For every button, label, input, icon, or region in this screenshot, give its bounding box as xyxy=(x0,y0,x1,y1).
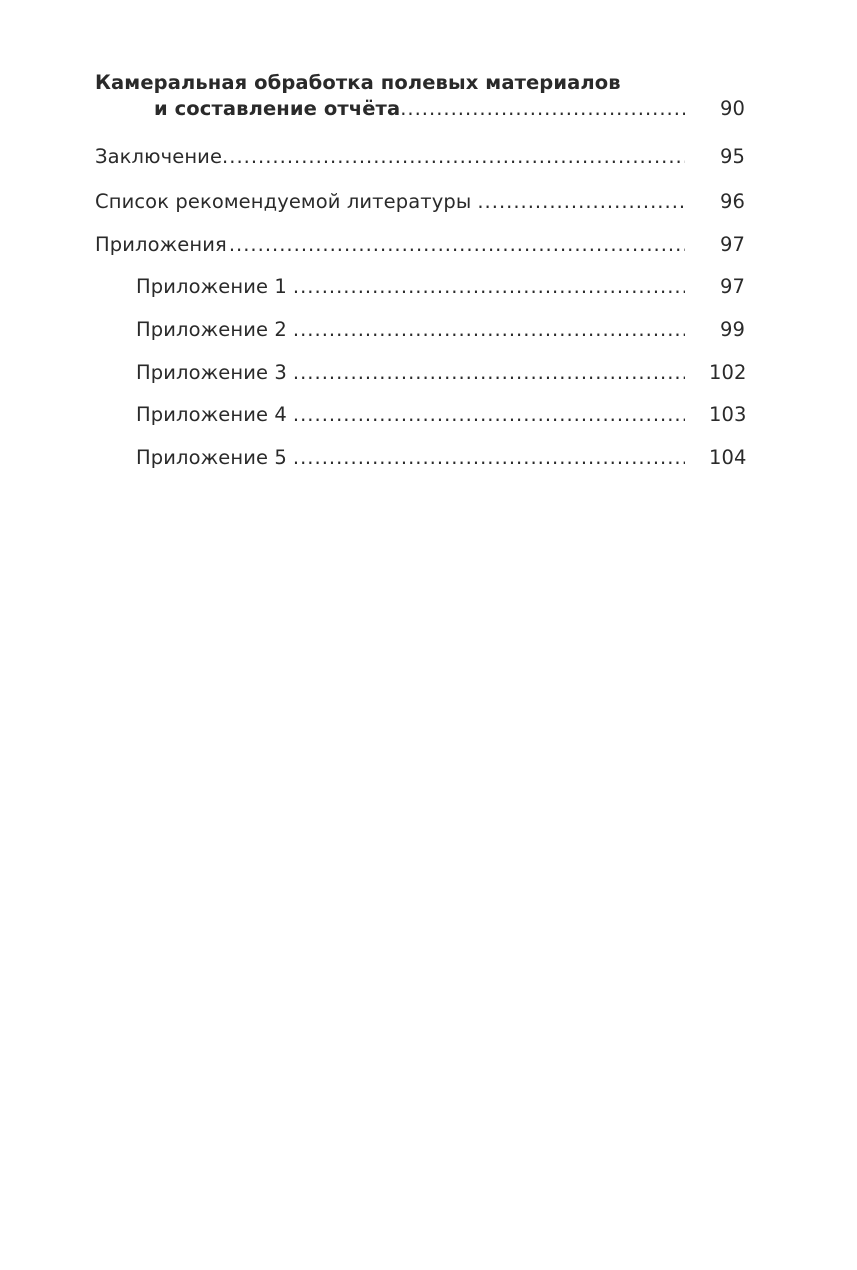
leader-dots xyxy=(293,402,685,428)
toc-entry-zaklyuchenie xyxy=(95,144,745,170)
toc-entry-prilozhenie-5 xyxy=(95,445,745,471)
leader-dots xyxy=(293,360,685,386)
toc-page-number: 103 xyxy=(709,403,747,426)
leader-dots xyxy=(293,317,685,343)
toc-page-number: 90 xyxy=(719,97,745,120)
toc-page-number: 97 xyxy=(719,275,745,298)
toc-entry-title: Приложения xyxy=(95,233,227,256)
toc-page-number: 99 xyxy=(719,318,745,341)
toc-page-number: 96 xyxy=(719,190,745,213)
toc-entry-literatura xyxy=(95,189,745,215)
toc-page-number: 102 xyxy=(709,361,747,384)
leader-dots xyxy=(293,445,685,471)
toc-entry-title: Приложение 3 xyxy=(136,361,287,384)
toc-entry-title: Камеральная обработка полевых материалов xyxy=(95,71,621,94)
toc-page-number: 95 xyxy=(719,145,745,168)
toc-entry-prilozheniya xyxy=(95,232,745,258)
toc-page-number: 104 xyxy=(709,446,747,469)
toc-entry-prilozhenie-1 xyxy=(95,274,745,300)
toc-entry-kameralnaya xyxy=(95,70,745,122)
leader-dots xyxy=(229,232,685,258)
toc-entry-title: Список рекомендуемой литературы xyxy=(95,190,472,213)
leader-dots xyxy=(477,189,685,215)
leader-dots xyxy=(400,96,685,122)
toc-entry-title: Заключение xyxy=(95,145,223,168)
toc-entry-title: Приложение 4 xyxy=(136,403,287,426)
toc-entry-title: Приложение 1 xyxy=(136,275,287,298)
toc-entry-prilozhenie-2 xyxy=(95,317,745,343)
toc-entry-prilozhenie-3 xyxy=(95,360,745,386)
leader-dots xyxy=(222,144,685,170)
toc-entry-row xyxy=(95,96,745,122)
toc-entry-title: Приложение 5 xyxy=(136,446,287,469)
toc-entry-title-continued: и составление отчёта xyxy=(154,97,401,120)
leader-dots xyxy=(293,274,685,300)
toc-entry-title: Приложение 2 xyxy=(136,318,287,341)
toc-entry-prilozhenie-4 xyxy=(95,402,745,428)
toc-page-number: 97 xyxy=(719,233,745,256)
